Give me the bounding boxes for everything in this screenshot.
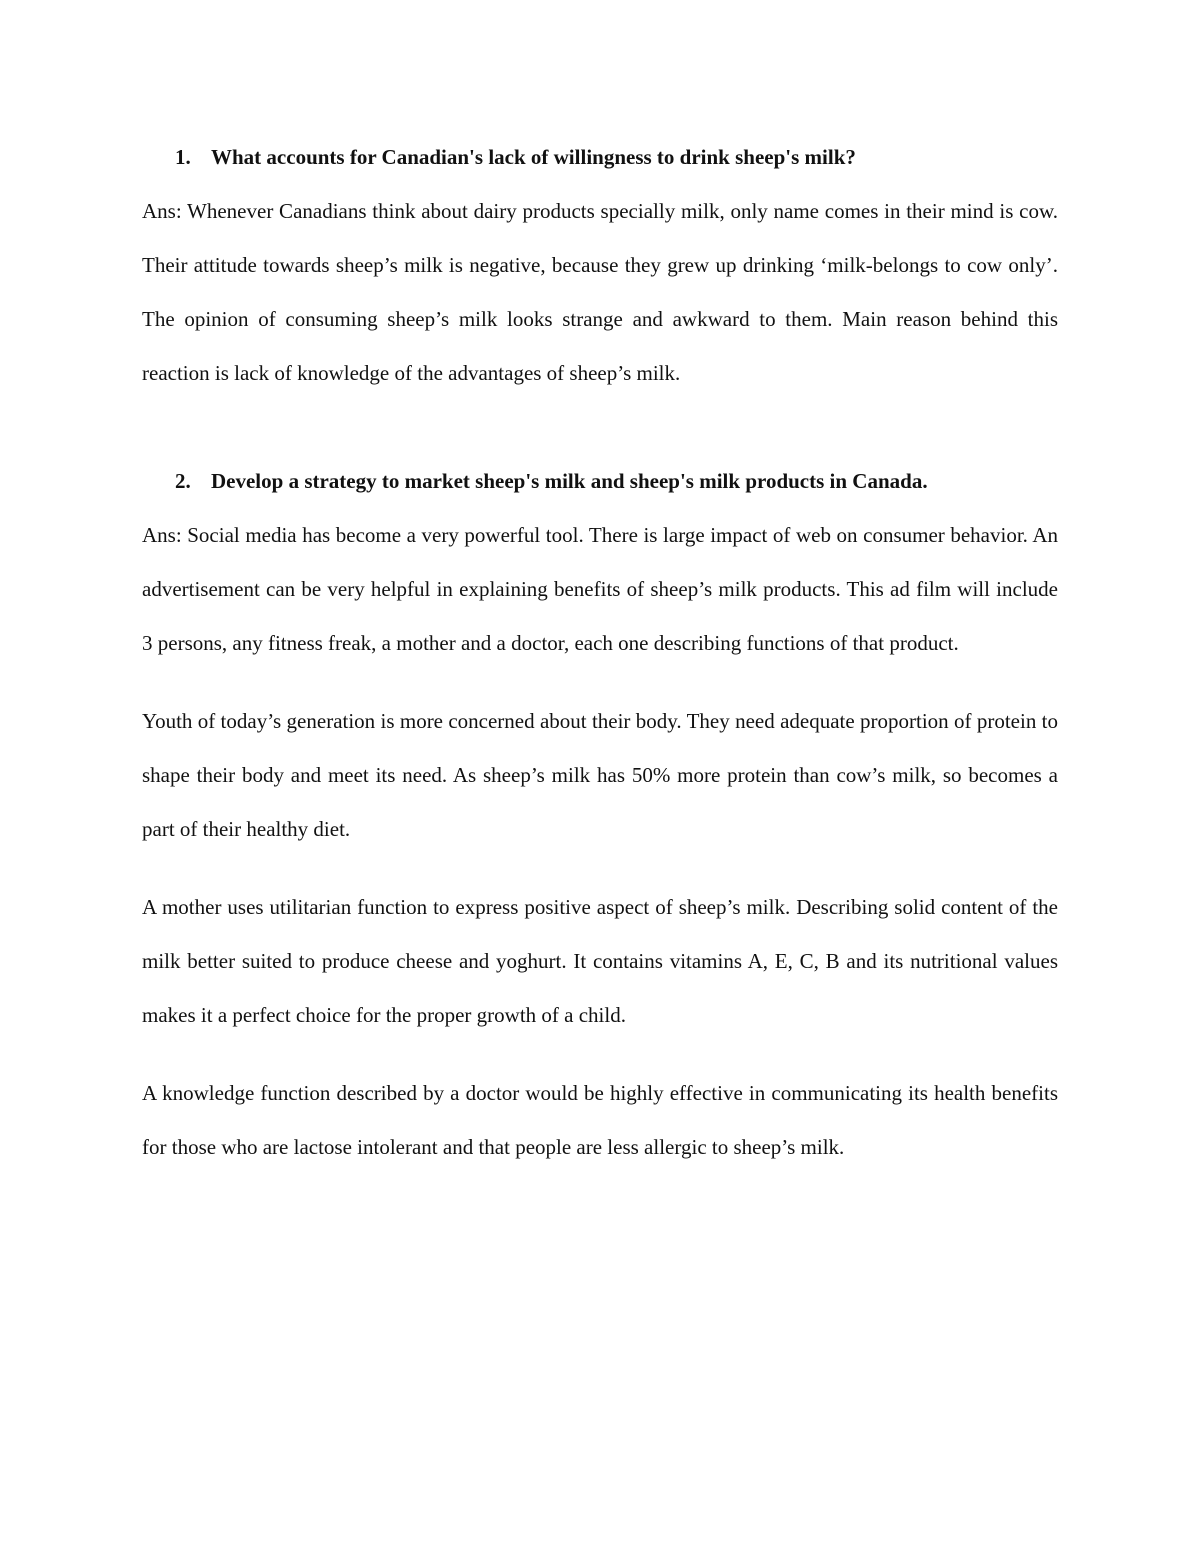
answer-2-paragraph-1: Ans: Social media has become a very powerful tool. There is large impact of web on consumer behavior. An advertisement can be very helpful in explaining benefits of sheep’s milk products. This ad film will include 3 persons, any fitness freak, a mother and a doctor, each one describing functions of that product. (142, 523, 1058, 655)
question-2-heading (142, 454, 1058, 508)
question-text: Develop a strategy to market sheep's milk and sheep's milk products in Canada. (211, 469, 928, 493)
answer-1-paragraph: Ans: Whenever Canadians think about dairy products specially milk, only name comes in their mind is cow. Their attitude towards sheep’s milk is negative, because they grew up drinking ‘milk-belongs to cow only’. The opinion of consuming sheep’s milk looks strange and awkward to them. Main reason behind this reaction is lack of knowledge of the advantages of sheep’s milk. (142, 199, 1058, 385)
answer-2-paragraph-2: Youth of today’s generation is more concerned about their body. They need adequate proportion of protein to shape their body and meet its need. As sheep’s milk has 50% more protein than cow’s milk, so becomes a part of their healthy diet. (142, 709, 1058, 841)
section-spacer (142, 400, 1058, 454)
answer-2-paragraph-4: A knowledge function described by a doctor would be highly effective in communicating its health benefits for those who are lactose intolerant and that people are less allergic to sheep’s milk. (142, 1081, 1058, 1159)
question-number: 1. (175, 145, 191, 169)
question-1-heading (142, 130, 1058, 184)
answer-2-paragraph-3: A mother uses utilitarian function to express positive aspect of sheep’s milk. Describing solid content of the milk better suited to produce cheese and yoghurt. It contains vitamins A, E, C, B and its nutritional values makes it a perfect choice for the proper growth of a child. (142, 895, 1058, 1027)
question-number: 2. (175, 469, 191, 493)
question-text: What accounts for Canadian's lack of willingness to drink sheep's milk? (211, 145, 856, 169)
document-body (142, 130, 1058, 1174)
